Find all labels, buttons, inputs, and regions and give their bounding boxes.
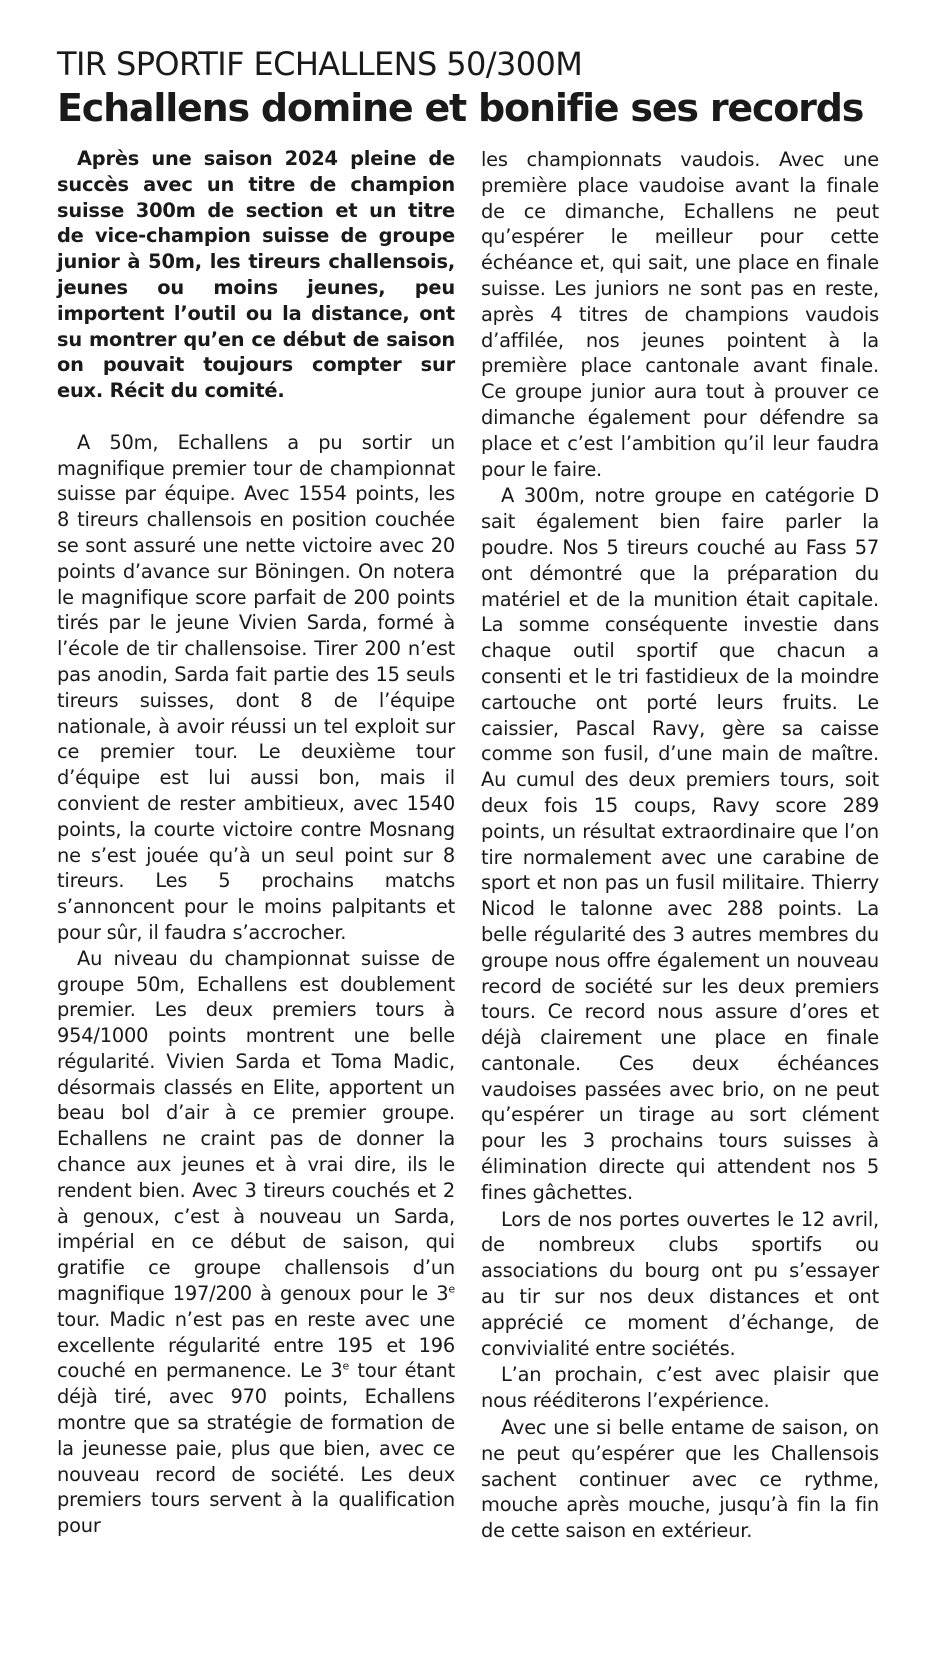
paragraph-300m: A 300m, notre groupe en catégorie D sait également bien faire parler la poudre. Nos 5 tireurs couché au Fass 57 ont démontré que la préparation du matériel et de la munition était capitale. La somme conséquente investie dans chaque outil sportif que chacun a consenti et le tri fastidieux de la moindre cartouche ont porté leurs fruits. Le caissier, Pascal Ravy, gère sa caisse comme son fusil, d’une main de maître. Au cumul des deux premiers tours, soit deux fois 15 coups, Ravy score 289 points, un résultat extraordinaire que l’on tire normalement avec une carabine de sport et non pas un fusil militaire. Thierry Nicod le talonne avec 288 points. La belle régularité des 3 autres membres du groupe nous offre également un nouveau record de société sur les deux premiers tours. Ce record nous assure d’ores et déjà clairement une place en finale cantonale. Ces deux échéances vaudoises passées avec brio, on ne peut qu’espérer un tirage au sort clément pour les 3 prochains tours suisses à élimination directe qui attendent nos 5 fines gâchettes. — [481, 484, 879, 1204]
column-right — [481, 146, 879, 1544]
column-left — [57, 146, 455, 1544]
paragraph-50m-group-continued: les championnats vaudois. Avec une première place vaudoise avant la finale de ce dimanche, Echallens ne peut qu’espérer le meilleur pour cette échéance et, qui sait, une place en finale suisse. Les juniors ne sont pas en reste, après 4 titres de champions vaudois d’affilée, nos jeunes pointent à la première place cantonale avant finale. Ce groupe junior aura tout à prouver ce dimanche également pour défendre sa place et c’est l’ambition qu’il leur faudra pour le faire. — [481, 148, 879, 481]
ordinal-suffix: e — [342, 1359, 350, 1373]
paragraph-next-year: L’an prochain, c’est avec plaisir que nous rééditerons l’expérience. — [481, 1363, 879, 1413]
article-lead: Après une saison 2024 pleine de succès avec un titre de champion suisse 300m de section et un titre de vice-champion suisse de groupe junior à 50m, les tireurs challensois, jeunes ou moins jeunes, peu importent l’outil ou la distance, ont su montrer qu’en ce début de saison on pouvait toujours compter sur eux. Récit du comité. — [57, 147, 455, 403]
ordinal-suffix: e — [448, 1282, 455, 1296]
article-columns — [57, 146, 879, 1544]
paragraph-50m-group-part-a: Au niveau du championnat suisse de groupe 50m, Echallens est doublement premier. Les deux premiers tours à 954/1000 points montrent une belle régularité. Vivien Sarda et Toma Madic, désormais classés en Elite, apportent un beau bol d’air à ce premier groupe. Echallens ne craint pas de donner la chance aux jeunes et à vrai dire, ils le rendent bien. Avec 3 tireurs couchés et 2 à genoux, c’est à nouveau un Sarda, impérial en ce début de saison, qui gratifie ce groupe challensois d’un magnifique 197/200 à genoux pour le 3 — [57, 946, 455, 1306]
paragraph-50m-group-part-c: tour étant déjà tiré, avec 970 points, Echallens montre que sa stratégie de formation de la jeunesse paie, plus que bien, avec ce nouveau record de société. Les deux premiers tours servent à la qualification pour — [57, 1359, 455, 1538]
paragraph-conclusion: Avec une si belle entame de saison, on ne peut qu’espérer que les Challensois sachent continuer avec ce rythme, mouche après mouche, jusqu’à fin la fin de cette saison en extérieur. — [481, 1416, 879, 1543]
paragraph-open-day: Lors de nos portes ouvertes le 12 avril, de nombreux clubs sportifs ou associations du bourg ont pu s’essayer au tir sur nos deux distances et ont apprécié ce moment d’échange, de convivialité entre sociétés. — [481, 1207, 879, 1360]
article-kicker: TIR SPORTIF ECHALLENS 50/300M — [57, 45, 583, 83]
article — [57, 44, 879, 1544]
paragraph-50m-group-part-b: tour. Madic n’est pas en reste avec une excellente régularité entre 195 et 196 couché en permanence. Le 3 — [57, 1307, 455, 1383]
paragraph-50m-group — [57, 946, 455, 1539]
article-headline: Echallens domine et bonifie ses records — [57, 86, 864, 130]
paragraph-50m-team: A 50m, Echallens a pu sortir un magnifique premier tour de championnat suisse par équipe. Avec 1554 points, les 8 tireurs challensois en position couchée se sont assuré une nette victoire avec 20 points d’avance sur Böningen. On notera le magnifique score parfait de 200 points tirés par le jeune Vivien Sarda, formé à l’école de tir challensoise. Tirer 200 n’est pas anodin, Sarda fait partie des 15 seuls tireurs suisses, dont 8 de l’équipe nationale, à avoir réussi un tel exploit sur ce premier tour. Le deuxième tour d’équipe est lui aussi bon, mais il convient de rester ambitieux, avec 1540 points, la courte victoire contre Mosnang ne s’est jouée qu’à un seul point sur 8 tireurs. Les 5 prochains matchs s’annoncent pour le moins palpitants et pour sûr, il faudra s’accrocher. — [57, 430, 455, 944]
